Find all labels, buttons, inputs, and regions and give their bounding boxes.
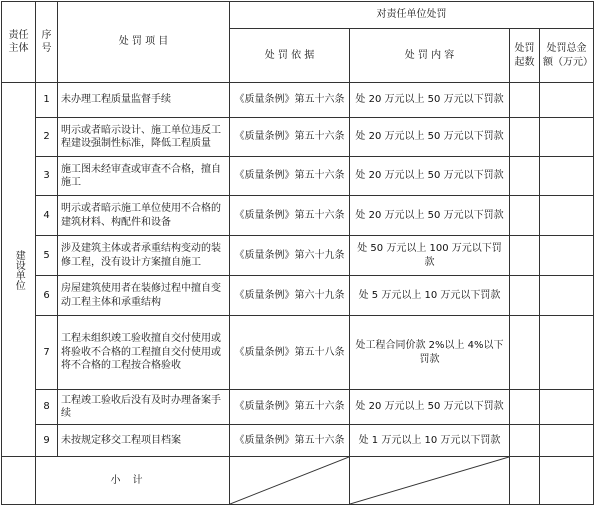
table-row (2, 425, 594, 457)
row-content: 处 20 万元以上 50 万元以下罚款 (350, 157, 510, 196)
row-number: 9 (36, 425, 58, 457)
row-item: 未办理工程质量监督手续 (58, 83, 230, 118)
table-row (2, 236, 594, 276)
row-basis: 《质量条例》第五十六条 (230, 83, 350, 118)
row-total-cell (540, 316, 594, 390)
row-start-cell (510, 390, 540, 425)
table-row (2, 118, 594, 157)
subtotal-row (2, 457, 594, 505)
header-group: 对责任单位处罚 (230, 2, 594, 29)
row-item: 未按规定移交工程项目档案 (58, 425, 230, 457)
row-start-cell (510, 425, 540, 457)
row-basis: 《质量条例》第五十六条 (230, 390, 350, 425)
row-number: 2 (36, 118, 58, 157)
penalty-table (1, 1, 594, 505)
row-item: 工程未组织竣工验收擅自交付使用或将验收不合格的工程擅自交付使用或将不合格的工程按合格验收 (58, 316, 230, 390)
row-content: 处 20 万元以上 50 万元以下罚款 (350, 390, 510, 425)
row-basis: 《质量条例》第五十八条 (230, 316, 350, 390)
row-total-cell (540, 157, 594, 196)
row-start-cell (510, 83, 540, 118)
row-basis: 《质量条例》第五十六条 (230, 196, 350, 236)
row-total-cell (540, 118, 594, 157)
subtotal-content-diagonal (350, 457, 510, 505)
subtotal-label: 小计 (36, 457, 230, 505)
row-basis: 《质量条例》第六十九条 (230, 236, 350, 276)
table-row (2, 157, 594, 196)
row-item: 施工图未经审查或审查不合格，擅自施工 (58, 157, 230, 196)
row-total-cell (540, 196, 594, 236)
row-content: 处 1 万元以上 10 万元以下罚款 (350, 425, 510, 457)
row-number: 6 (36, 276, 58, 316)
row-number: 4 (36, 196, 58, 236)
row-content: 处 5 万元以上 10 万元以下罚款 (350, 276, 510, 316)
subtotal-start-cell (510, 457, 540, 505)
subtotal-total-cell (540, 457, 594, 505)
header-subject: 责任主体 (2, 2, 36, 83)
subject-cell: 建设单位 (2, 83, 36, 457)
table-row (2, 390, 594, 425)
row-basis: 《质量条例》第六十九条 (230, 276, 350, 316)
row-number: 5 (36, 236, 58, 276)
row-start-cell (510, 196, 540, 236)
row-basis: 《质量条例》第五十六条 (230, 425, 350, 457)
header-seq: 序号 (36, 2, 58, 83)
row-basis: 《质量条例》第五十六条 (230, 157, 350, 196)
header-start: 处罚起数 (510, 29, 540, 83)
row-total-cell (540, 236, 594, 276)
subtotal-basis-diagonal (230, 457, 350, 505)
table-row (2, 276, 594, 316)
header-basis: 处 罚 依 据 (230, 29, 350, 83)
table-row (2, 83, 594, 118)
header-row-top (2, 2, 594, 29)
row-item: 涉及建筑主体或者承重结构变动的装修工程，没有设计方案擅自施工 (58, 236, 230, 276)
row-total-cell (540, 425, 594, 457)
row-total-cell (540, 83, 594, 118)
row-content: 处 20 万元以上 50 万元以下罚款 (350, 118, 510, 157)
row-start-cell (510, 276, 540, 316)
row-number: 8 (36, 390, 58, 425)
row-start-cell (510, 118, 540, 157)
row-number: 1 (36, 83, 58, 118)
header-content: 处 罚 内 容 (350, 29, 510, 83)
row-start-cell (510, 236, 540, 276)
row-basis: 《质量条例》第五十六条 (230, 118, 350, 157)
row-content: 处 20 万元以上 50 万元以下罚款 (350, 83, 510, 118)
table-row (2, 316, 594, 390)
row-content: 处工程合同价款 2%以上 4%以下罚款 (350, 316, 510, 390)
row-number: 3 (36, 157, 58, 196)
row-item: 明示或者暗示施工单位使用不合格的建筑材料、构配件和设备 (58, 196, 230, 236)
row-number: 7 (36, 316, 58, 390)
row-start-cell (510, 316, 540, 390)
row-start-cell (510, 157, 540, 196)
table-row (2, 196, 594, 236)
row-content: 处 20 万元以上 50 万元以下罚款 (350, 196, 510, 236)
header-item: 处 罚 项 目 (58, 2, 230, 83)
row-content: 处 50 万元以上 100 万元以下罚款 (350, 236, 510, 276)
row-item: 明示或者暗示设计、施工单位违反工程建设强制性标准，降低工程质量 (58, 118, 230, 157)
row-total-cell (540, 390, 594, 425)
row-item: 工程竣工验收后没有及时办理备案手续 (58, 390, 230, 425)
subtotal-subject-cell (2, 457, 36, 505)
row-item: 房屋建筑使用者在装修过程中擅自变动工程主体和承重结构 (58, 276, 230, 316)
header-total: 处罚总金额（万元） (540, 29, 594, 83)
row-total-cell (540, 276, 594, 316)
